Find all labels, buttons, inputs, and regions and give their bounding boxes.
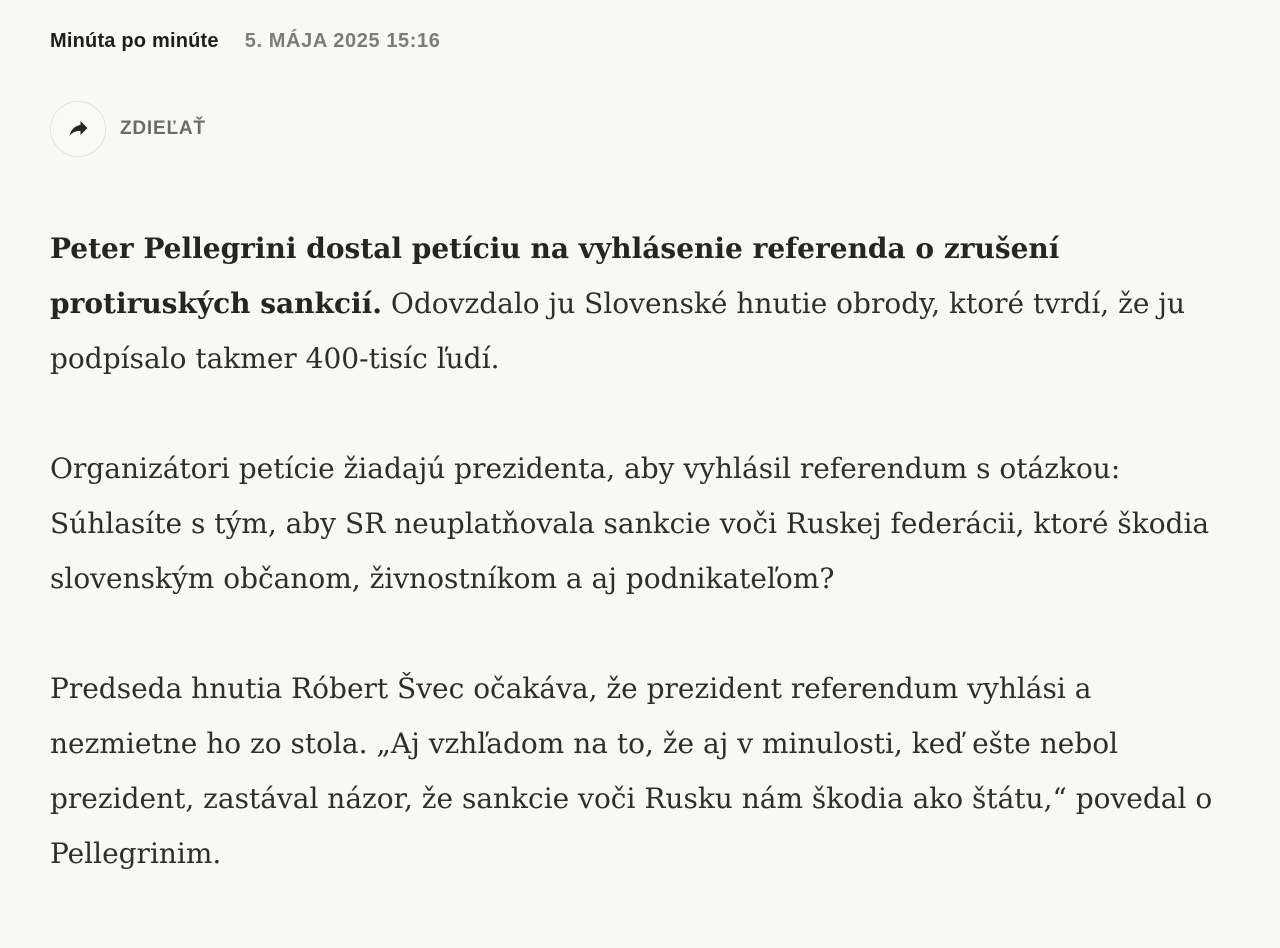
- article-paragraph: [50, 221, 1230, 386]
- share-button-label[interactable]: ZDIEĽAŤ: [120, 118, 206, 139]
- article-paragraph: [50, 661, 1230, 881]
- article-paragraph: [50, 441, 1230, 606]
- section-label-link[interactable]: Minúta po minúte: [50, 30, 219, 52]
- share-button[interactable]: [50, 101, 206, 157]
- entry-timestamp: 5. MÁJA 2025 15:16: [244, 30, 441, 52]
- paragraph-text: Odovzdalo ju Slovenské hnutie obrody, ktoré tvrdí, že ju podpísalo takmer 400-tisíc ľudí.: [50, 287, 1186, 375]
- entry-header: [50, 30, 1230, 53]
- article-body: [50, 221, 1230, 881]
- share-forward-arrow-icon: [65, 118, 92, 140]
- share-button-circle[interactable]: [50, 101, 106, 157]
- paragraph-bold-lead: Peter Pellegrini dostal petíciu na vyhlásenie referenda o zrušení protiruských sankcií.: [50, 232, 1060, 320]
- paragraph-text: Predseda hnutia Róbert Švec očakáva, že prezident referendum vyhlási a nezmietne ho zo stola. „Aj vzhľadom na to, že aj v minulosti, keď ešte nebol prezident, zastával názor, že sankcie voči Rusku nám škodia ako štátu,“ povedal o Pellegrinim.: [50, 672, 1213, 870]
- paragraph-text: Organizátori petície žiadajú prezidenta, aby vyhlásil referendum s otázkou: Súhlasíte s tým, aby SR neuplatňovala sankcie voči Ruskej federácii, ktoré škodia slovenským občanom, živnostníkom a aj podnikateľom?: [50, 452, 1210, 595]
